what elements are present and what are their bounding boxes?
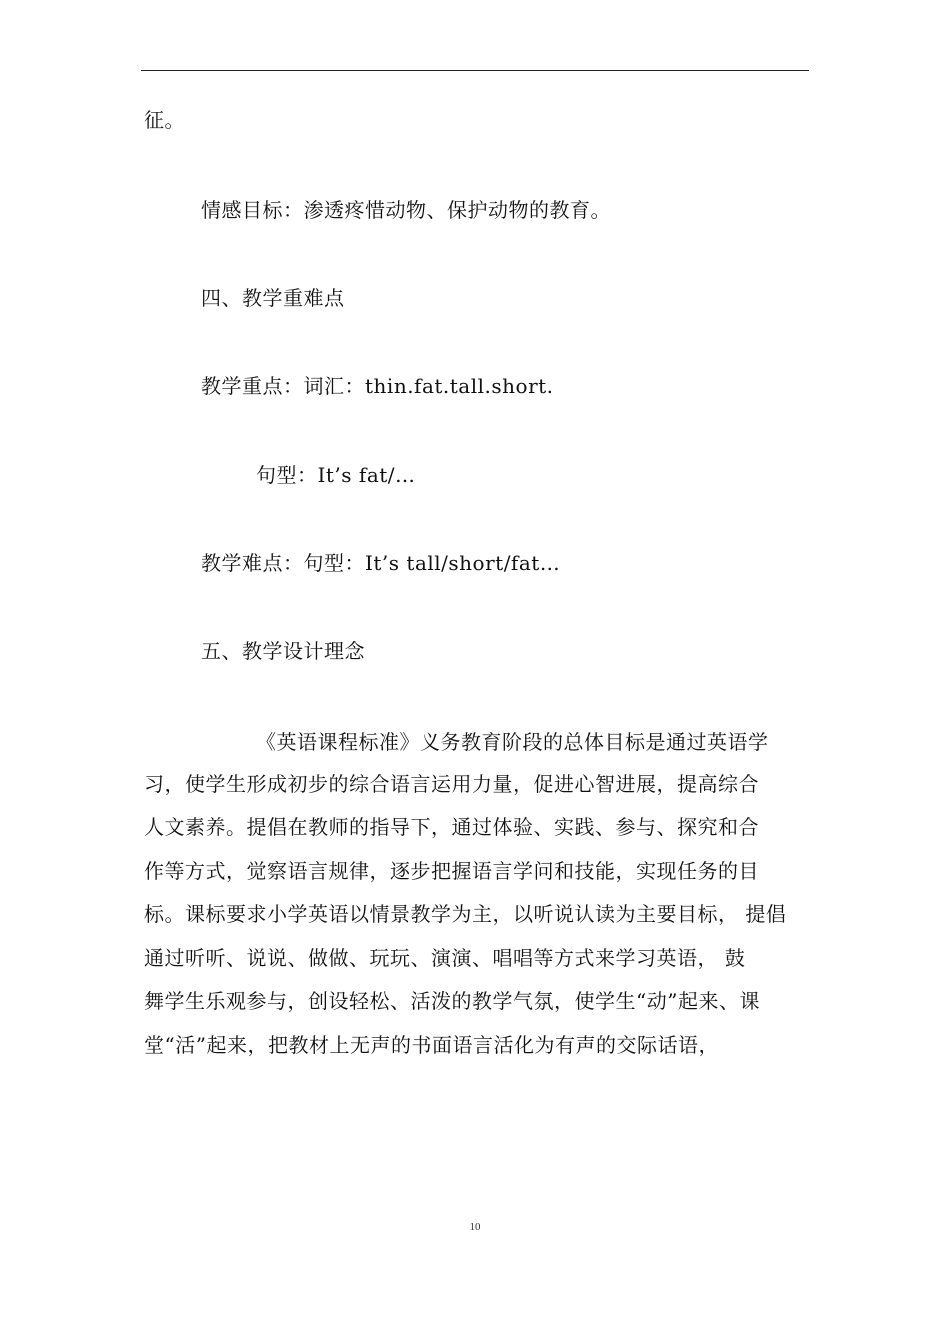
section-heading-5: 五、教学设计理念 <box>201 639 365 663</box>
page-number: 10 <box>469 1221 481 1233</box>
paragraph-line: 作等方式，觉察语言规律，逐步把握语言学问和技能，实现任务的目 <box>144 859 759 883</box>
paragraph-line: 舞学生乐观参与，创设轻松、活泼的教学气氛，使学生“动”起来、课 <box>144 989 760 1013</box>
section-heading-4: 四、教学重难点 <box>201 286 345 310</box>
paragraph-line: 通过听听、说说、做做、玩玩、演演、唱唱等方式来学习英语， 鼓 <box>144 946 746 970</box>
text-line-emotional-goal: 情感目标：渗透疼惜动物、保护动物的教育。 <box>201 198 611 222</box>
paragraph-line: 标。课标要求小学英语以情景教学为主，以听说认读为主要目标， 提倡 <box>144 902 787 926</box>
text-line-difficult-points: 教学难点：句型：It’s tall/short/fat… <box>201 551 561 575</box>
paragraph-line: 人文素养。提倡在教师的指导下，通过体验、实践、参与、探究和合 <box>144 815 759 839</box>
text-line-1: 征。 <box>144 108 185 132</box>
text-line-sentence-pattern: 句型：It’s fat/… <box>256 463 416 487</box>
paragraph-line: 习，使学生形成初步的综合语言运用力量，促进心智进展，提高综合 <box>144 772 759 796</box>
paragraph-line: 《英语课程标准》义务教育阶段的总体目标是通过英语学 <box>256 730 769 754</box>
header-rule <box>141 70 809 71</box>
text-line-key-points: 教学重点：词汇：thin.fat.tall.short. <box>201 374 554 398</box>
paragraph-line: 堂“活”起来，把教材上无声的书面语言活化为有声的交际话语， <box>144 1033 719 1057</box>
